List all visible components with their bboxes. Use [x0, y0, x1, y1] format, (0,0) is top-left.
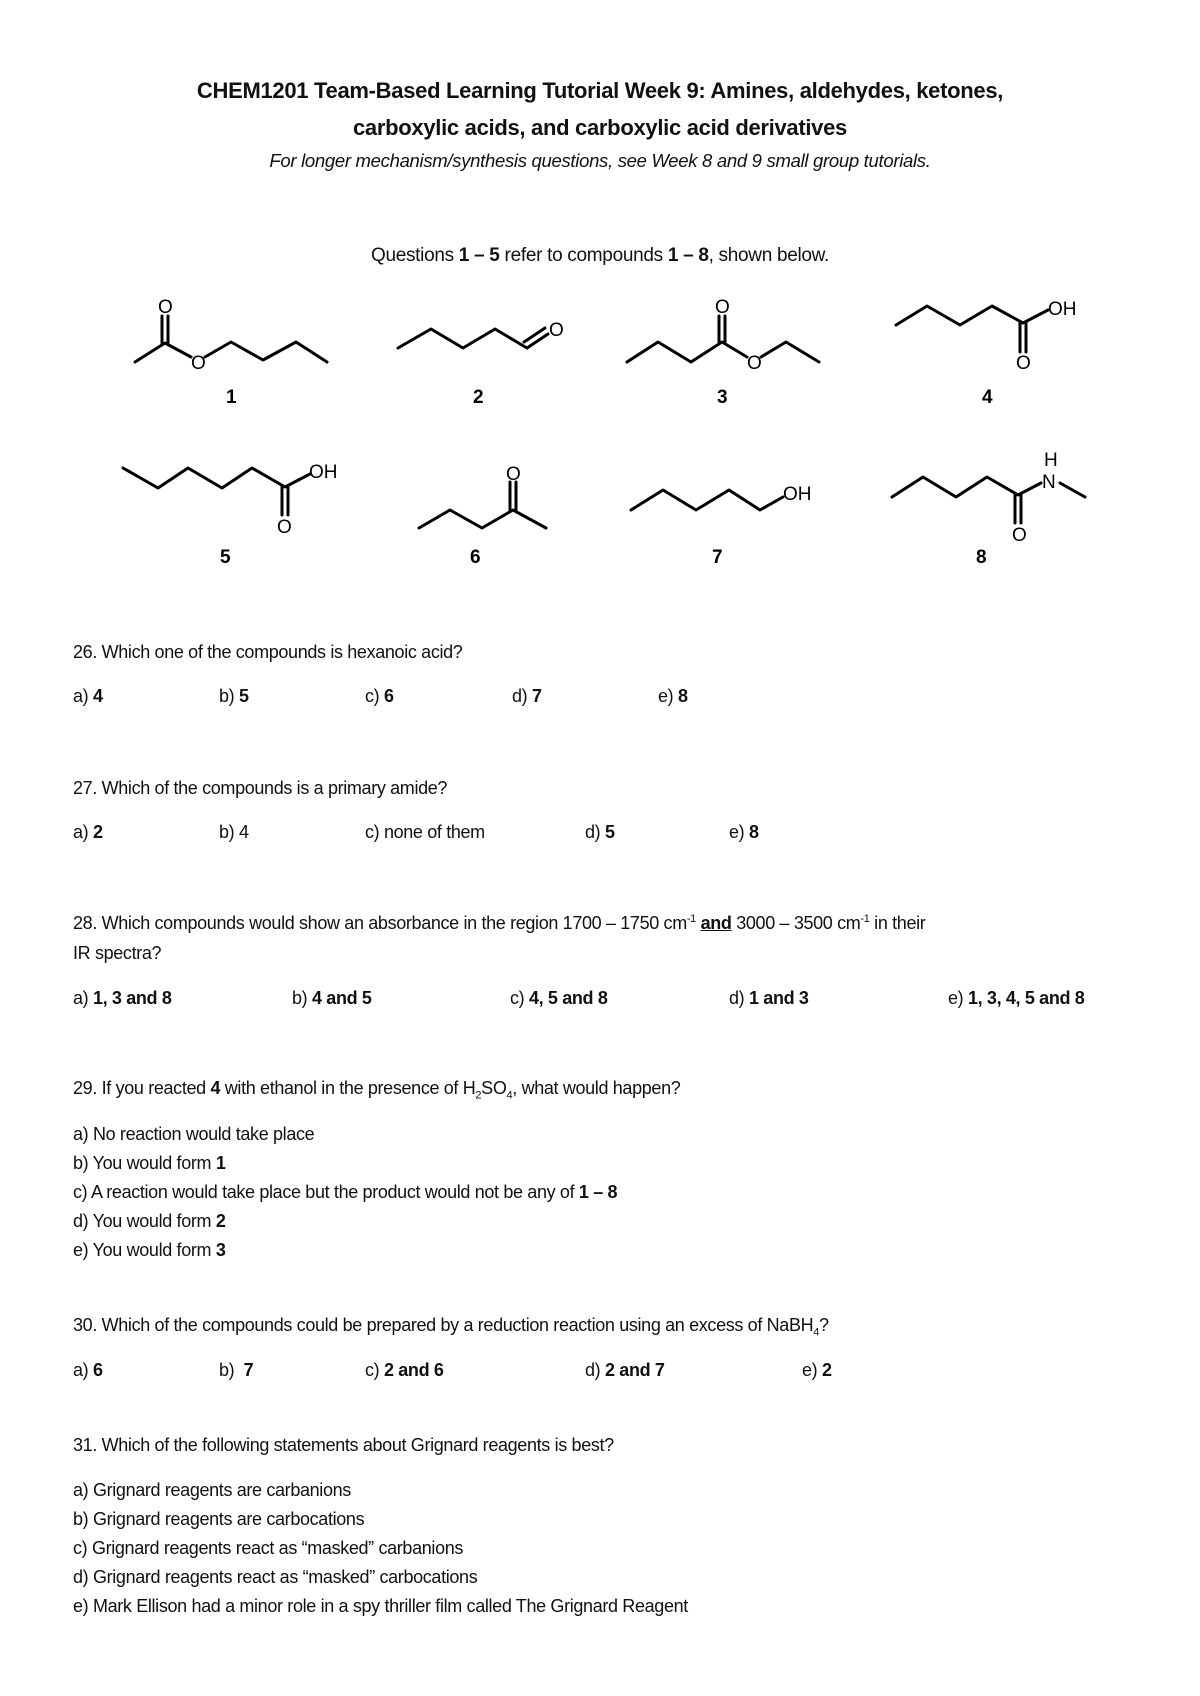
q27-option-b[interactable]: b) 4 [219, 822, 249, 842]
question-26-text: 26. Which one of the compounds is hexanoic acid? [73, 642, 463, 662]
q31-option-a[interactable]: a) Grignard reagents are carbanions [73, 1480, 351, 1500]
q30-option-c[interactable]: c) 2 and 6 [365, 1360, 444, 1380]
q26-option-e[interactable]: e) 8 [658, 686, 688, 706]
q31-option-c[interactable]: c) Grignard reagents react as “masked” carbanions [73, 1538, 464, 1558]
question-31-text: 31. Which of the following statements about Grignard reagents is best? [73, 1435, 614, 1455]
compound-7-label: 7 [712, 547, 723, 568]
question-30-text: 30. Which of the compounds could be prepared by a reduction reaction using an excess of NaBH$_4$? [73, 1315, 829, 1339]
svg-text:OH: OH [783, 484, 812, 505]
question-28-text: 28. Which compounds would show an absorbance in the region 1700 – 1750 $cm^{-1}$ and 3000 – 3500 $cm^{-1}$ in their [73, 913, 926, 933]
q26-option-a[interactable]: a) 4 [73, 686, 103, 706]
compound-5-label: 5 [220, 547, 231, 568]
intro-text: Questions [370, 245, 459, 266]
intro-text: , shown below. [708, 245, 830, 266]
compound-4-label: 4 [982, 387, 993, 408]
compound-8-label: 8 [976, 547, 987, 568]
svg-text:OH: OH [1048, 299, 1077, 320]
intro-compound-range: 1 – 8 [667, 245, 709, 266]
emphasis-and: and [700, 913, 732, 933]
svg-text:O: O [549, 320, 564, 341]
q29-option-a[interactable]: a) No reaction would take place [73, 1124, 315, 1144]
compound-4-structure [896, 299, 1077, 408]
q31-option-b[interactable]: b) Grignard reagents are carbocations [73, 1509, 365, 1529]
svg-text:O: O [158, 297, 173, 318]
q29-option-c[interactable]: c) A reaction would take place but the product would not be any of 1 – 8 [73, 1182, 618, 1202]
q28-option-c[interactable]: c) 4, 5 and 8 [510, 988, 608, 1008]
compound-structures [0, 0, 1200, 600]
compound-1-label: 1 [226, 387, 237, 408]
intro-question-range: 1 – 5 [458, 245, 500, 266]
q26-option-b[interactable]: b) 5 [219, 686, 249, 706]
q31-option-e[interactable]: e) Mark Ellison had a minor role in a spy thriller film called The Grignard Reagent [73, 1596, 688, 1616]
page-title-line1: CHEM1201 Team-Based Learning Tutorial Week 9: Amines, aldehydes, ketones, [196, 78, 1004, 103]
page-title-line2: carboxylic acids, and carboxylic acid derivatives [352, 115, 847, 140]
q27-option-c[interactable]: c) none of them [365, 822, 485, 842]
svg-text:N: N [1042, 472, 1056, 493]
q28-option-e[interactable]: e) 1, 3, 4, 5 and 8 [948, 988, 1085, 1008]
svg-text:O: O [1016, 353, 1031, 374]
q29-option-e[interactable]: e) You would form 3 [73, 1240, 226, 1260]
q27-option-e[interactable]: e) 8 [729, 822, 759, 842]
q26-option-c[interactable]: c) 6 [365, 686, 394, 706]
compound-3-label: 3 [717, 387, 728, 408]
question-29-text: 29. If you reacted 4 with ethanol in the presence of $H_2SO_4$, what would happen? [73, 1078, 681, 1102]
svg-text:O: O [1012, 525, 1027, 546]
intro-text: refer to compounds [499, 245, 668, 266]
q30-option-a[interactable]: a) 6 [73, 1360, 103, 1380]
compound-2-label: 2 [473, 387, 484, 408]
question-27-text: 27. Which of the compounds is a primary amide? [73, 778, 448, 798]
compound-8-structure [892, 450, 1085, 568]
svg-text:O: O [191, 353, 206, 374]
q28-option-b[interactable]: b) 4 and 5 [292, 988, 372, 1008]
svg-text:H: H [1044, 450, 1058, 471]
q30-option-e[interactable]: e) 2 [802, 1360, 832, 1380]
q29-option-d[interactable]: d) You would form 2 [73, 1211, 226, 1231]
compound-3-structure [627, 297, 819, 408]
q29-option-b[interactable]: b) You would form 1 [73, 1153, 226, 1173]
compound-6-label: 6 [470, 547, 481, 568]
q30-option-b[interactable]: b) 7 [219, 1360, 254, 1380]
compound-1-structure [135, 297, 327, 408]
svg-text:OH: OH [309, 462, 338, 483]
question-28-text-line2: IR spectra? [73, 943, 162, 963]
q27-option-d[interactable]: d) 5 [585, 822, 615, 842]
page-subtitle: For longer mechanism/synthesis questions, see Week 8 and 9 small group tutorials. [269, 150, 931, 171]
q28-option-a[interactable]: a) 1, 3 and 8 [73, 988, 172, 1008]
compound-7-structure [631, 484, 812, 568]
q31-option-d[interactable]: d) Grignard reagents react as “masked” carbocations [73, 1567, 478, 1587]
svg-text:O: O [277, 517, 292, 538]
q27-option-a[interactable]: a) 2 [73, 822, 103, 842]
svg-text:O: O [715, 297, 730, 318]
compound-5-structure [123, 462, 338, 568]
svg-text:O: O [747, 353, 762, 374]
q28-option-d[interactable]: d) 1 and 3 [729, 988, 809, 1008]
q30-option-d[interactable]: d) 2 and 7 [585, 1360, 665, 1380]
q26-option-d[interactable]: d) 7 [512, 686, 542, 706]
svg-text:O: O [506, 464, 521, 485]
compound-6-structure [419, 464, 546, 568]
compound-2-structure [398, 320, 564, 408]
